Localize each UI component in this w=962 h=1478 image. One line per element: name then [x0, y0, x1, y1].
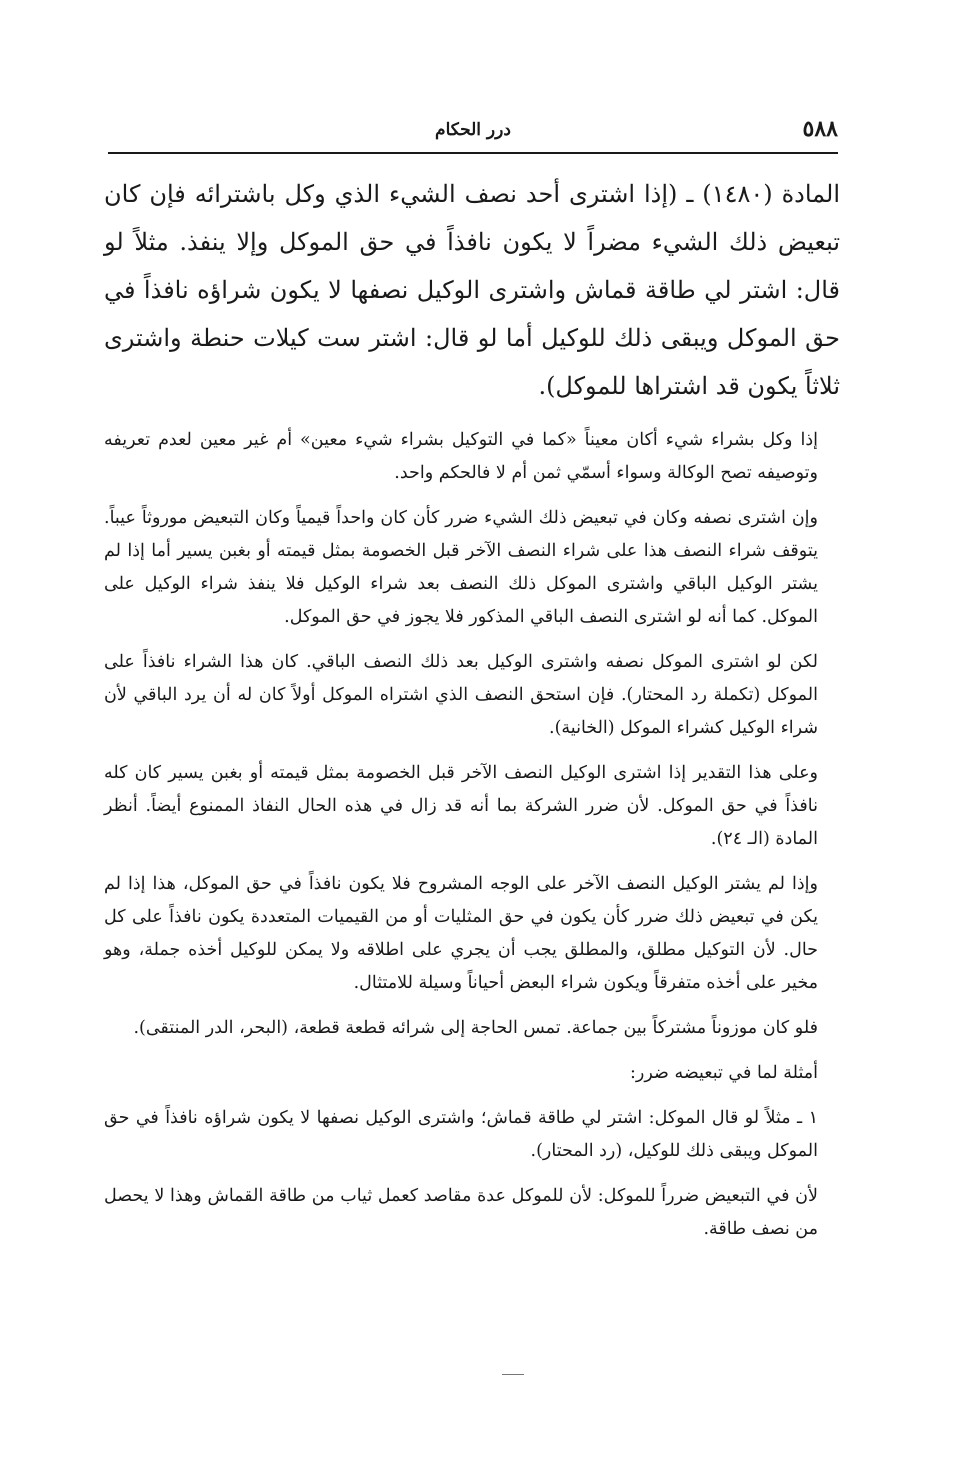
commentary-paragraph: إذا وكل بشراء شيء أكان معيناً «كما في التوكيل بشراء شيء معين» أم غير معين لعدم تعريفه وتوصيفه تصح الوكالة وسواء أسمّي ثمن أم لا فالحكم واحد. [104, 430, 818, 483]
running-title: درر الحكام [435, 120, 511, 140]
commentary-paragraph: لكن لو اشترى الموكل نصفه واشترى الوكيل بعد ذلك النصف الباقي. كان هذا الشراء نافذاً على الموكل (تكملة رد المحتار). فإن استحق النصف الذي اشتراه الموكل أولاً كان له أن يرد الباقي لأن شراء الوكيل كشراء الموكل (الخانية). [104, 652, 818, 738]
page-header [108, 112, 838, 152]
header-rule [108, 152, 838, 154]
page-number: ٥٨٨ [802, 116, 838, 142]
article-text: المادة (١٤٨٠) ـ (إذا اشترى أحد نصف الشيء الذي وكل باشترائه فإن كان تبعيض ذلك الشيء مضراً لا يكون نافذاً في حق الموكل وإلا ينفذ. مثلاً لو قال: اشتر لي طاقة قماش واشترى الوكيل نصفها لا يكون شراؤه نافذاً في حق الموكل ويبقى ذلك للوكيل أما لو قال: اشتر ست كيلات حنطة واشترى ثلاثاً يكون قد اشتراها للموكل). [104, 180, 841, 400]
commentary-paragraph: وإذا لم يشتر الوكيل النصف الآخر على الوجه المشروح فلا يكون نافذاً في حق الموكل، هذا إذا لم يكن في تبعيض ذلك ضرر كأن يكون في حق المثليات أو من القيميات المتعددة يكون نافذاً على كل حال. لأن التوكيل مطلق، والمطلق يجب أن يجري على اطلاقه ولا يمكن للوكيل أخذه جملة، وهو مخير على أخذه متفرقاً ويكون شراء البعض أحياناً وسيلة للامتثال. [104, 874, 818, 993]
bottom-mark [502, 1374, 524, 1375]
page-body [104, 170, 840, 1258]
commentary-paragraph: لأن في التبعيض ضرراً للموكل: لأن للموكل عدة مقاصد كعمل ثياب من طاقة القماش وهذا لا يحصل من نصف طاقة. [104, 1186, 818, 1239]
commentary-paragraph: وإن اشترى نصفه وكان في تبعيض ذلك الشيء ضرر كأن كان واحداً قيمياً وكان التبعيض موروثاً عيباً. يتوقف شراء النصف هذا على شراء النصف الآخر قبل الخصومة بمثل قيمته أو بغبن يسير أما إذا لم يشتر الوكيل الباقي واشترى الموكل ذلك النصف بعد شراء الوكيل فلا ينفذ شراء الوكيل على الموكل. كما أنه لو اشترى النصف الباقي المذكور فلا يجوز في حق الموكل. [104, 508, 818, 627]
commentary-paragraph: فلو كان موزوناً مشتركاً بين جماعة. تمس الحاجة إلى شرائه قطعة قطعة، (البحر، الدر المنتقى). [133, 1018, 818, 1038]
examples-heading: أمثلة لما في تبعيضه ضرر: [630, 1063, 818, 1083]
example-item: ١ ـ مثلاً لو قال الموكل: اشتر لي طاقة قماش؛ واشترى الوكيل نصفها لا يكون شراؤه نافذاً في حق الموكل ويبقى ذلك للوكيل، (رد المحتار). [104, 1108, 818, 1161]
commentary-paragraph: وعلى هذا التقدير إذا اشترى الوكيل النصف الآخر قبل الخصومة بمثل قيمته أو بغبن يسير كان كله نافذاً في حق الموكل. لأن ضرر الشركة بما أنه قد زال في هذه الحال النفاذ الممنوع أيضاً. أنظر المادة (الـ ٢٤). [104, 763, 818, 849]
